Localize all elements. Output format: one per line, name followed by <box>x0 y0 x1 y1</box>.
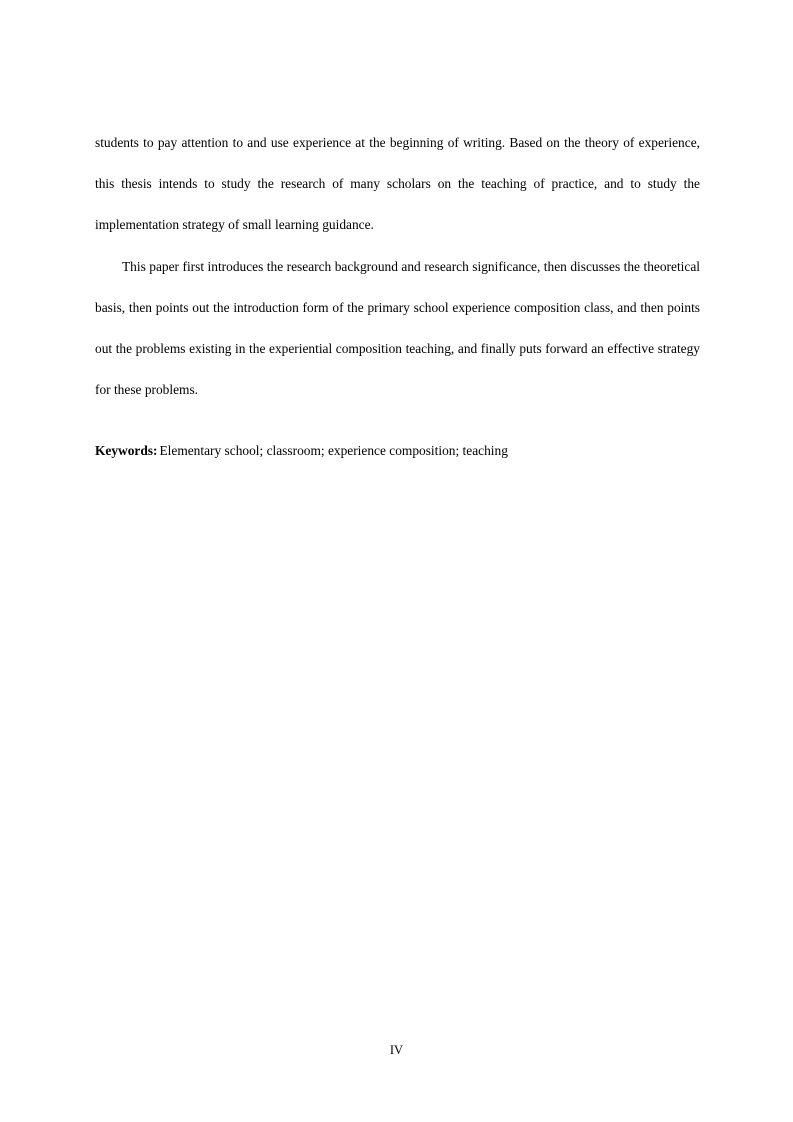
keywords-line <box>95 441 700 461</box>
abstract-paragraph-continued: students to pay attention to and use experience at the beginning of writing. Based on the theory of experience, this thesis intends to study the research of many scholars on the teaching of practice, and to study the implementation strategy of small learning guidance. <box>95 135 700 233</box>
abstract-paragraph-outline: This paper first introduces the research background and research significance, then discusses the theoretical basis, then points out the introduction form of the primary school experience composition class, and then points out the problems existing in the experiential composition teaching, and finally puts forward an effective strategy for these problems. <box>95 258 700 398</box>
abstract-body <box>95 122 700 410</box>
keywords-text: Elementary school; classroom; experience composition; teaching <box>159 443 508 458</box>
page-number: IV <box>389 1043 404 1057</box>
keywords-label: Keywords: <box>95 443 158 458</box>
